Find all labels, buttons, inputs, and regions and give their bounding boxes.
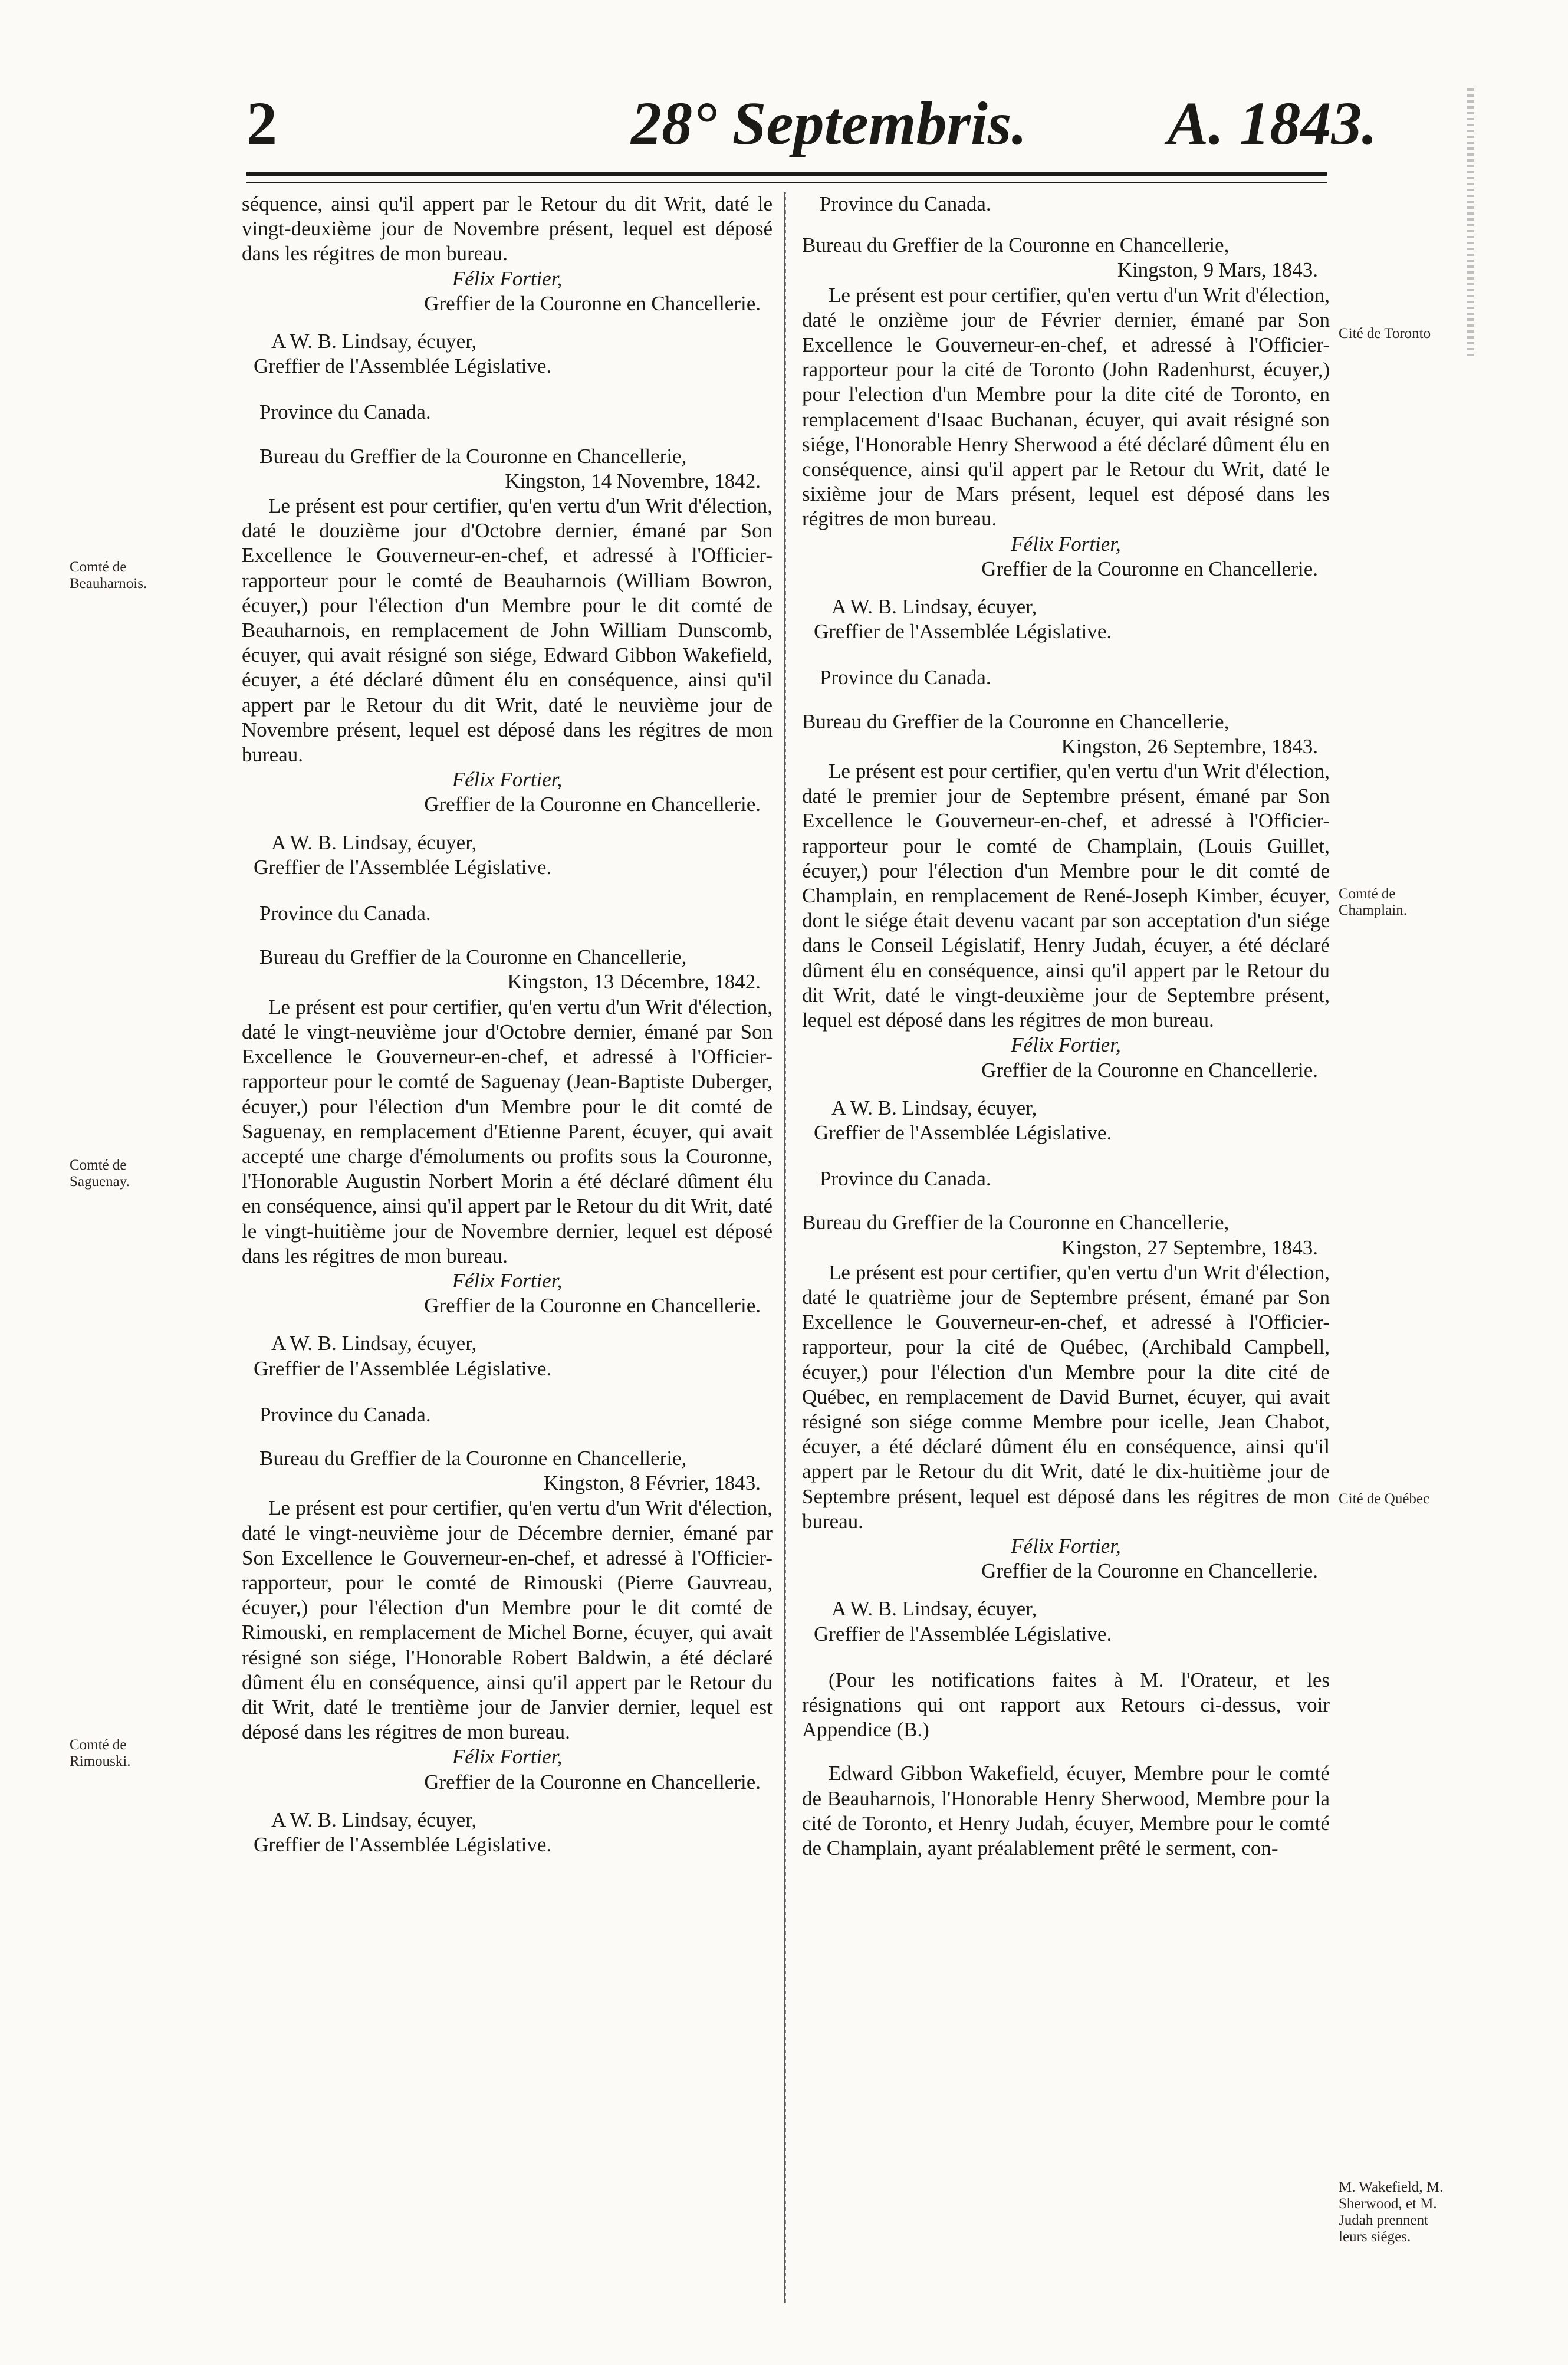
place-date: Kingston, 26 Septembre, 1843. bbox=[1061, 734, 1318, 758]
signature-name: Félix Fortier, bbox=[452, 768, 563, 791]
page-number: 2 bbox=[246, 90, 277, 157]
column-divider bbox=[784, 192, 786, 2303]
signature-name: Félix Fortier, bbox=[1011, 1033, 1121, 1057]
paragraph: Le présent est pour certifier, qu'en vertu d'un Writ d'élection, daté le quatrième jour de Septembre présent, émané par Son Excellence le Gouverneur-en-chef, et adressé à l'Officier-rapporteur, pour la cité de Québec, (Archibald Campbell, écuyer,) pour l'élection d'un Membre pour la dite cité de Québec, en remplacement de David Burnet, écuyer, qui avait résigné son siége comme Membre pour icelle, Jean Chabot, écuyer, a été déclaré dûment élu en conséquence, ainsi qu'il appert par le Retour du dit Writ, daté le dix-huitième jour de Septembre présent, lequel est déposé dans les régitres de mon bureau. bbox=[802, 1260, 1330, 1533]
signature-title: Greffier de la Couronne en Chancellerie. bbox=[424, 793, 761, 816]
page-edge-mark bbox=[1467, 88, 1474, 360]
margin-note-rimouski: Comté de Rimouski. bbox=[70, 1737, 131, 1769]
bureau-line: Bureau du Greffier de la Couronne en Chancellerie, bbox=[259, 945, 687, 969]
paragraph: Le présent est pour certifier, qu'en vertu d'un Writ d'élection, daté le vingt-neuvième jour de Décembre dernier, émané par Son Excellence le Gouverneur-en-chef, et adressé à l'Officier-rapporteur, pour le comté de Rimouski (Pierre Gauvreau, écuyer,) pour l'élection d'un Membre pour le dit comté de Rimouski, en remplacement de Michel Borne, écuyer, qui avait résigné son siége, l'Honorable Robert Baldwin, a été déclaré dûment élu en conséquence, ainsi qu'il appert par le Retour du dit Writ, daté le trentième jour de Janvier dernier, lequel est déposé dans les régitres de mon bureau. bbox=[242, 1496, 773, 1744]
place-date: Kingston, 9 Mars, 1843. bbox=[1117, 258, 1318, 282]
province-heading: Province du Canada. bbox=[259, 400, 431, 424]
header-rule-thin bbox=[246, 182, 1327, 183]
right-column bbox=[802, 192, 1330, 2274]
address-block bbox=[242, 329, 773, 379]
paragraph: séquence, ainsi qu'il appert par le Retour du dit Writ, daté le vingt-deuxième jour de Novembre présent, lequel est déposé dans les régitres de mon bureau. bbox=[242, 192, 773, 265]
address-line: A W. B. Lindsay, écuyer, bbox=[831, 595, 1037, 619]
address-line: Greffier de l'Assemblée Législative. bbox=[814, 1622, 1112, 1645]
paragraph: Le présent est pour certifier, qu'en vertu d'un Writ d'élection, daté le vingt-neuvième jour d'Octobre dernier, émané par Son Excellence le Gouverneur-en-chef, et adressé à l'Officier-rapporteur pour le comté de Saguenay (Jean-Baptiste Duberger, écuyer,) pour l'élection d'un Membre pour le dit comté de Saguenay, en remplacement d'Etienne Parent, écuyer, qui avait accepté une charge d'émoluments ou profits sous la Couronne, l'Honorable Augustin Norbert Morin a été déclaré dûment élu en conséquence, ainsi qu'il appert par le Retour du dit Writ, daté le vingt-huitième jour de Novembre dernier, lequel est déposé dans les régitres de mon bureau. bbox=[242, 995, 773, 1267]
signature-name: Félix Fortier, bbox=[1011, 1534, 1121, 1558]
header-date: 28° Septembris. bbox=[631, 90, 1027, 157]
address-line: A W. B. Lindsay, écuyer, bbox=[831, 1096, 1037, 1119]
paragraph: Le présent est pour certifier, qu'en vertu d'un Writ d'élection, daté le douzième jour d'Octobre dernier, émané par Son Excellence le Gouverneur-en-chef, et adressé à l'Officier-rapporteur pour le comté de Beauharnois (William Bowron, écuyer,) pour l'élection d'un Membre pour le dit comté de Beauharnois, en remplacement de John William Dunscomb, écuyer, qui avait résigné son siége, Edward Gibbon Wakefield, écuyer, a été déclaré dûment élu en conséquence, ainsi qu'il appert par le Retour du dit Writ, daté le neuvième jour de Novembre présent, lequel est déposé dans les régitres de mon bureau. bbox=[242, 494, 773, 767]
address-line: Greffier de l'Assemblée Législative. bbox=[814, 1121, 1112, 1144]
province-heading: Province du Canada. bbox=[820, 192, 991, 215]
place-date: Kingston, 14 Novembre, 1842. bbox=[505, 469, 761, 492]
margin-note-members: M. Wakefield, M. Sherwood, et M. Judah prennent leurs siéges. bbox=[1339, 2179, 1444, 2245]
address-line: Greffier de l'Assemblée Législative. bbox=[254, 855, 552, 879]
address-line: A W. B. Lindsay, écuyer, bbox=[271, 1332, 477, 1355]
address-line: Greffier de l'Assemblée Législative. bbox=[254, 354, 552, 378]
address-line: Greffier de l'Assemblée Législative. bbox=[814, 620, 1112, 643]
place-date: Kingston, 8 Février, 1843. bbox=[543, 1471, 761, 1495]
bureau-line: Bureau du Greffier de la Couronne en Chancellerie, bbox=[802, 710, 1230, 733]
address-line: A W. B. Lindsay, écuyer, bbox=[271, 330, 477, 353]
address-line: A W. B. Lindsay, écuyer, bbox=[831, 1597, 1037, 1621]
province-heading: Province du Canada. bbox=[820, 666, 991, 689]
page-header bbox=[0, 0, 1568, 171]
address-block bbox=[802, 594, 1330, 644]
bureau-line: Bureau du Greffier de la Couronne en Chancellerie, bbox=[802, 1211, 1230, 1234]
address-line: A W. B. Lindsay, écuyer, bbox=[271, 1808, 477, 1831]
place-date: Kingston, 27 Septembre, 1843. bbox=[1061, 1236, 1318, 1259]
header-rule-thick bbox=[246, 172, 1327, 176]
paragraph: Edward Gibbon Wakefield, écuyer, Membre pour le comté de Beauharnois, l'Honorable Henry Sherwood, Membre pour la cité de Toronto, et Henry Judah, écuyer, Membre pour le comté de Champlain, ayant préalablement prêté le serment, con- bbox=[802, 1762, 1330, 1860]
signature-title: Greffier de la Couronne en Chancellerie. bbox=[981, 557, 1318, 580]
margin-note-toronto: Cité de Toronto bbox=[1339, 326, 1431, 341]
margin-note-champlain: Comté de Champlain. bbox=[1339, 886, 1407, 918]
margin-note-quebec: Cité de Québec bbox=[1339, 1491, 1430, 1507]
place-date: Kingston, 13 Décembre, 1842. bbox=[507, 970, 761, 994]
margin-note-saguenay: Comté de Saguenay. bbox=[70, 1157, 130, 1190]
signature-title: Greffier de la Couronne en Chancellerie. bbox=[981, 1058, 1318, 1082]
address-line: Greffier de l'Assemblée Législative. bbox=[254, 1356, 552, 1380]
signature-name: Félix Fortier, bbox=[1011, 532, 1121, 556]
signature-title: Greffier de la Couronne en Chancellerie. bbox=[424, 1770, 761, 1794]
address-block bbox=[242, 830, 773, 880]
address-block bbox=[242, 1808, 773, 1857]
header-year: A. 1843. bbox=[1168, 90, 1378, 157]
left-column bbox=[242, 192, 773, 2274]
signature-name: Félix Fortier, bbox=[452, 1269, 563, 1292]
province-heading: Province du Canada. bbox=[259, 902, 431, 925]
address-line: Greffier de l'Assemblée Législative. bbox=[254, 1832, 552, 1856]
signature-title: Greffier de la Couronne en Chancellerie. bbox=[981, 1559, 1318, 1583]
address-line: A W. B. Lindsay, écuyer, bbox=[271, 830, 477, 854]
bureau-line: Bureau du Greffier de la Couronne en Chancellerie, bbox=[259, 1446, 687, 1470]
bureau-line: Bureau du Greffier de la Couronne en Chancellerie, bbox=[802, 234, 1230, 257]
appendix-note: (Pour les notifications faites à M. l'Orateur, et les résignations qui ont rapport aux Retours ci-dessus, voir Appendice (B.) bbox=[802, 1668, 1330, 1742]
province-heading: Province du Canada. bbox=[259, 1402, 431, 1426]
address-block bbox=[242, 1331, 773, 1381]
bureau-line: Bureau du Greffier de la Couronne en Chancellerie, bbox=[259, 444, 687, 468]
paragraph: Le présent est pour certifier, qu'en vertu d'un Writ d'élection, daté le onzième jour de Février dernier, émané par Son Excellence le Gouverneur-en-chef, et adressé à l'Officier-rapporteur pour la cité de Toronto (John Radenhurst, écuyer,) pour l'election d'un Membre pour la dite cité de Toronto, en remplacement d'Isaac Buchanan, écuyer, qui avait résigné son siége, l'Honorable Henry Sherwood a été déclaré dûment élu en conséquence, ainsi qu'il appert par le Retour du Writ, daté le sixième jour de Mars présent, lequel est déposé dans les régitres de mon bureau. bbox=[802, 283, 1330, 531]
address-block bbox=[802, 1096, 1330, 1145]
paragraph: Le présent est pour certifier, qu'en vertu d'un Writ d'élection, daté le premier jour de Septembre présent, émané par Son Excellence le Gouverneur-en-chef, et adressé à l'Officier-rapporteur pour le comté de Champlain, (Louis Guillet, écuyer,) pour l'élection d'un Membre pour le dit comté de Champlain, en remplacement de René-Joseph Kimber, écuyer, dont le siége était devenu vacant par son acceptation d'un siége dans le Conseil Législatif, Henry Judah, écuyer, a été déclaré dûment élu en conséquence, ainsi qu'il appert par le Retour du dit Writ, daté le vingt-deuxième jour de Septembre présent, lequel est déposé dans les régitres de mon bureau. bbox=[802, 760, 1330, 1032]
signature-title: Greffier de la Couronne en Chancellerie. bbox=[424, 291, 761, 315]
address-block bbox=[802, 1597, 1330, 1646]
province-heading: Province du Canada. bbox=[820, 1167, 991, 1191]
signature-name: Félix Fortier, bbox=[452, 267, 563, 290]
signature-name: Félix Fortier, bbox=[452, 1745, 563, 1769]
signature-title: Greffier de la Couronne en Chancellerie. bbox=[424, 1294, 761, 1318]
margin-note-beauharnois: Comté de Beauharnois. bbox=[70, 559, 147, 592]
